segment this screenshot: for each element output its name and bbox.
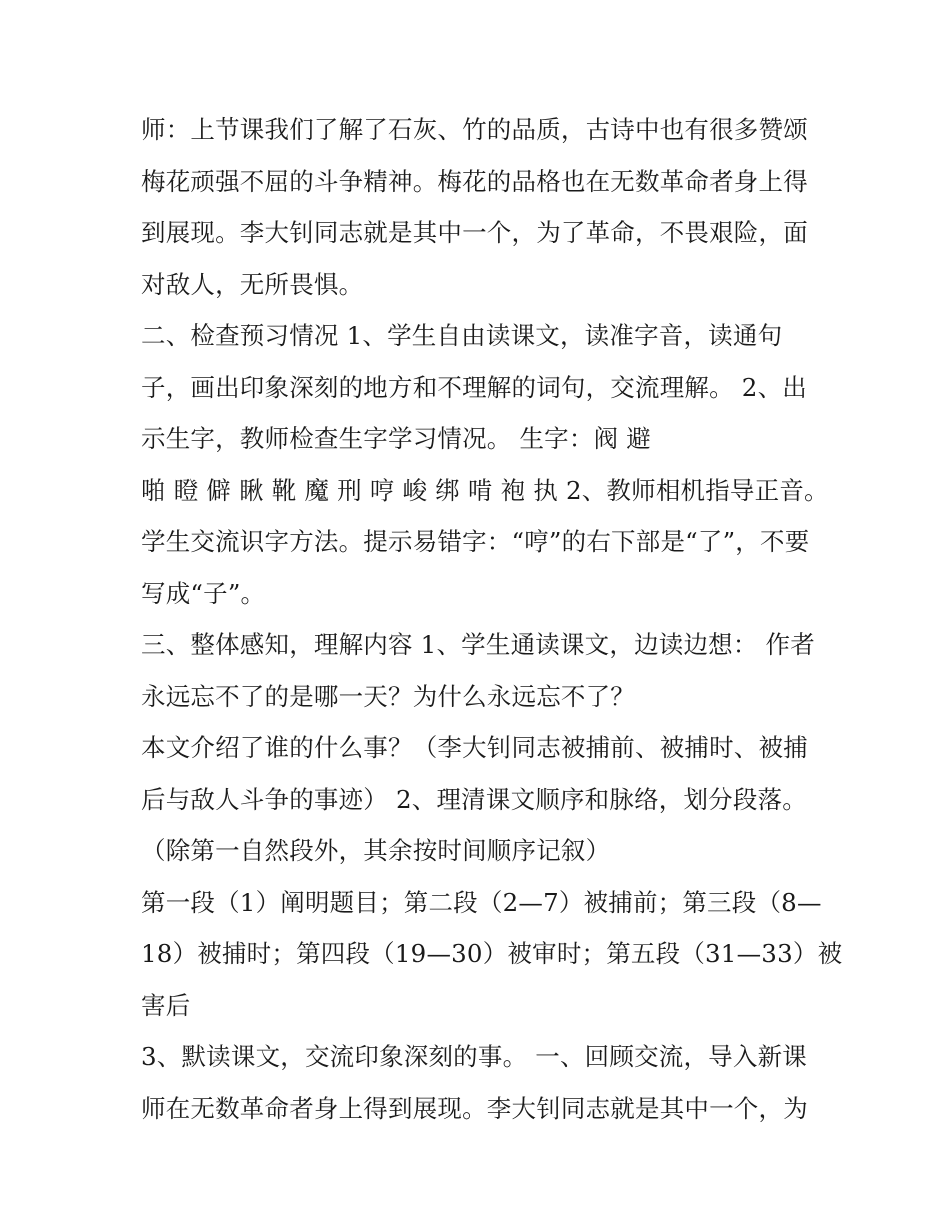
text-line: 示生字，教师检查生字学习情况。 生字：阀 避 <box>141 424 651 453</box>
text-line: 师在无数革命者身上得到展现。李大钊同志就是其中一个，为 <box>141 1093 808 1123</box>
text-line: 学生交流识字方法。提示易错字：“哼”的右下部是“了”，不要 <box>141 527 810 556</box>
text-line: 三、整体感知，理解内容 1、学生通读课文，边读边想： 作者 <box>141 630 815 659</box>
text-line: 第一段（1）阐明题目；第二段（2—7）被捕前；第三段（8— <box>141 887 822 917</box>
text-line: 子，画出印象深刻的地方和不理解的词句，交流理解。 2、出 <box>141 372 807 402</box>
text-line: 梅花顽强不屈的斗争精神。梅花的品格也在无数革命者身上得 <box>141 166 808 196</box>
text-line: 写成“子”。 <box>141 578 266 608</box>
text-line: 师：上节课我们了解了石灰、竹的品质，古诗中也有很多赞颂 <box>141 115 808 144</box>
text-line: 二、检查预习情况 1、学生自由读课文，读准字音，读通句 <box>141 321 783 350</box>
text-line: 对敌人，无所畏惧。 <box>141 269 364 299</box>
text-line: 啪 瞪 僻 瞅 靴 魔 刑 哼 峻 绑 啃 袍 执 2、教师相机指导正音。 <box>141 475 829 505</box>
text-line: （除第一自然段外，其余按时间顺序记叙） <box>141 836 611 865</box>
text-line: 18）被捕时；第四段（19—30）被审时；第五段（31—33）被 <box>141 939 843 968</box>
text-line: 到展现。李大钊同志就是其中一个，为了革命，不畏艰险，面 <box>141 218 808 247</box>
text-line: 后与敌人斗争的事迹） 2、理清课文顺序和脉络，划分段落。 <box>141 784 807 814</box>
text-line: 本文介绍了谁的什么事？（李大钊同志被捕前、被捕时、被捕 <box>141 733 808 762</box>
document-body <box>141 104 843 1134</box>
text-line: 永远忘不了的是哪一天？为什么永远忘不了？ <box>141 681 635 711</box>
text-line: 害后 <box>141 990 191 1020</box>
text-line: 3、默读课文，交流印象深刻的事。 一、回顾交流，导入新课 <box>141 1042 807 1071</box>
